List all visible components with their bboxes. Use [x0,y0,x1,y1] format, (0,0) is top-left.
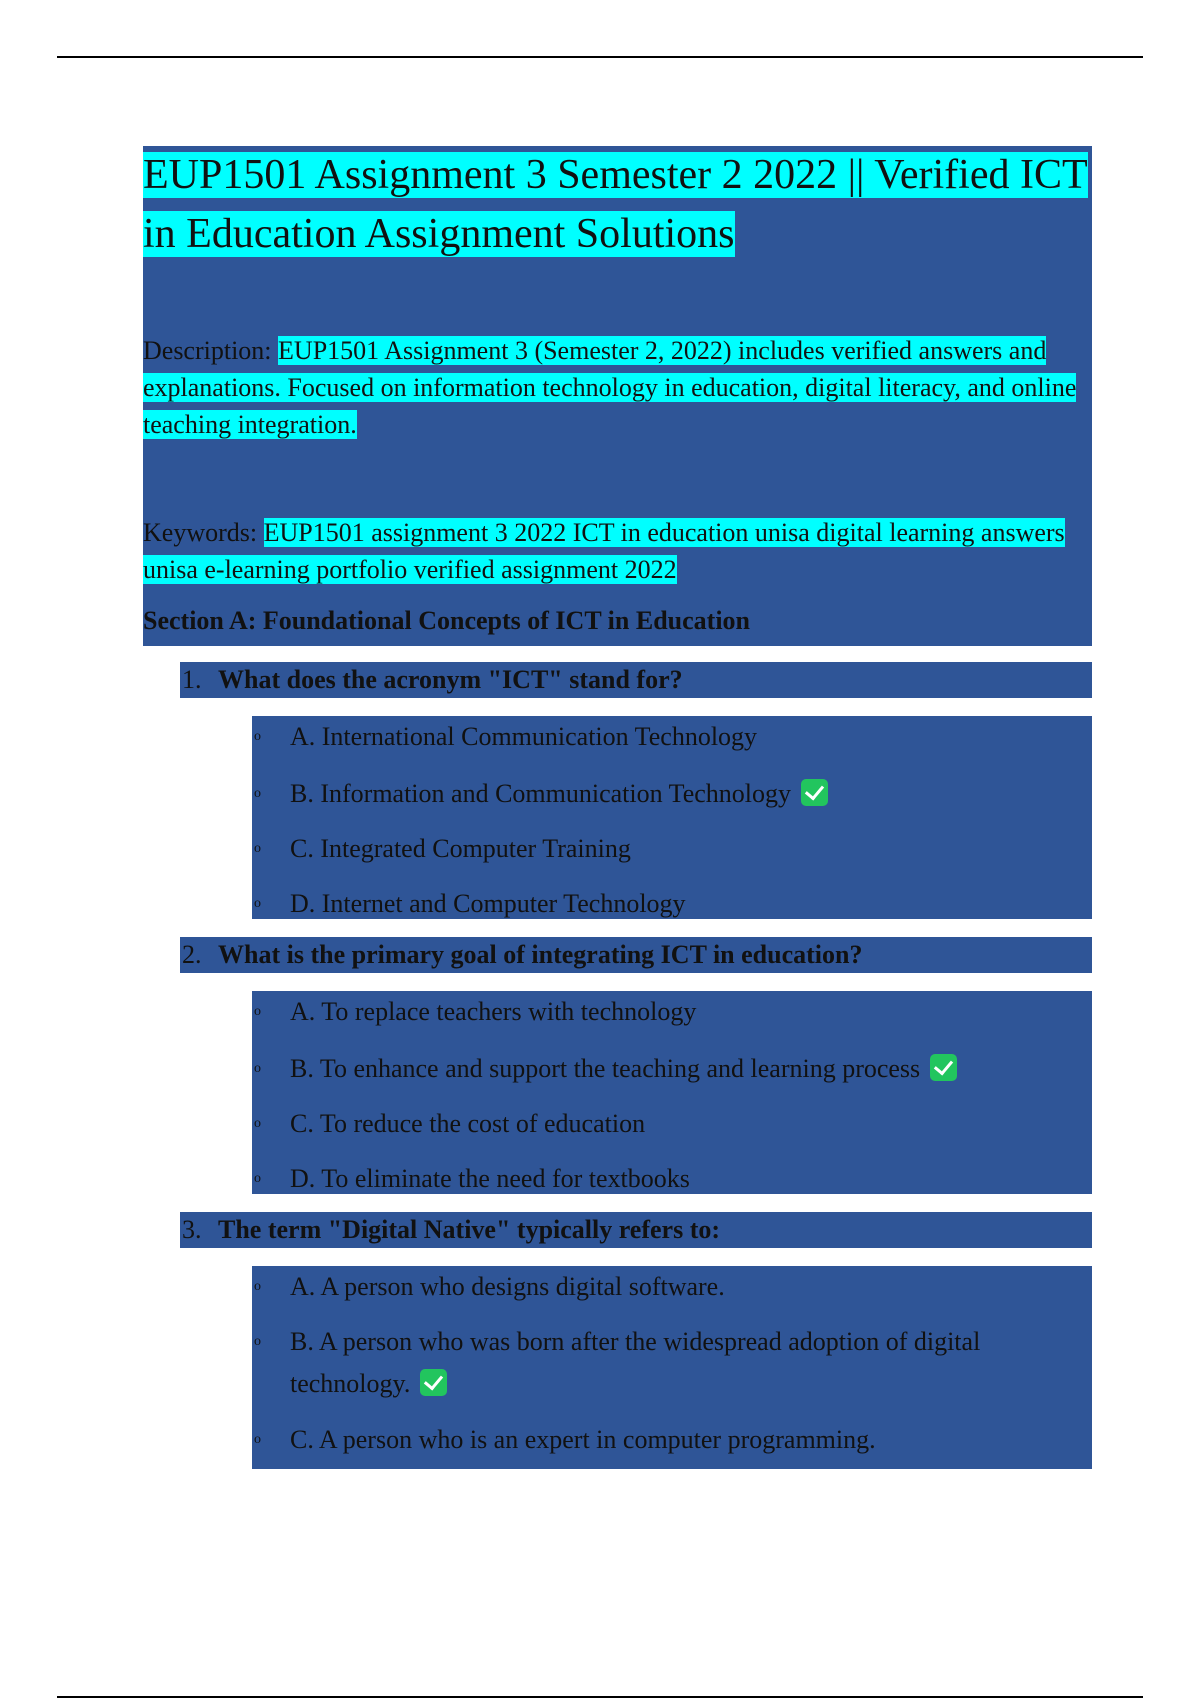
question-2 [180,937,1092,973]
bullet-marker: o [254,841,261,856]
keywords [143,514,1092,588]
option-text: C. Integrated Computer Training [290,834,631,863]
question-1-options [252,716,1092,919]
section-title: Section A: Foundational Concepts of ICT in Education [143,606,751,635]
question-3-options [252,1266,1092,1469]
option-text: A. International Communication Technology [290,722,758,751]
option-text: B. Information and Communication Technology [290,779,792,808]
document-title: EUP1501 Assignment 3 Semester 2 2022 || Verified ICT in Education Assignment Solutions [143,152,1088,257]
document-header [143,146,1092,646]
bullet-marker: o [254,1004,261,1019]
bullet-marker: o [254,786,261,801]
bullet-marker: o [254,1334,261,1349]
bullet-marker: o [254,729,261,744]
question-text: What does the acronym "ICT" stand for? [218,665,683,694]
question-2-options [252,991,1092,1194]
question-text: The term "Digital Native" typically refers to: [218,1215,721,1244]
bullet-marker: o [254,1116,261,1131]
checkmark-icon [801,779,828,806]
keywords-label: Keywords: [143,518,264,547]
option-text: B. To enhance and support the teaching and learning process [290,1054,921,1083]
bottom-rule [57,1696,1143,1698]
option-text: A. To replace teachers with technology [290,997,697,1026]
bullet-marker: o [254,896,261,911]
option-text: C. A person who is an expert in computer programming. [290,1425,876,1454]
option-text: D. Internet and Computer Technology [290,889,686,918]
option-text: B. A person who was born after the widespread adoption of digital technology. [290,1327,981,1398]
checkmark-icon [420,1369,447,1396]
keywords-text: EUP1501 assignment 3 2022 ICT in education unisa digital learning answers unisa e-learning portfolio verified assignment 2022 [143,518,1065,584]
option-text: D. To eliminate the need for textbooks [290,1164,690,1193]
top-rule [57,56,1143,58]
description-text: EUP1501 Assignment 3 (Semester 2, 2022) includes verified answers and explanations. Focused on information technology in education, digital literacy, and online teaching integration. [143,336,1077,439]
question-number: 1. [182,665,202,694]
question-3 [180,1212,1092,1248]
option-text: A. A person who designs digital software. [290,1272,725,1301]
bullet-marker: o [254,1061,261,1076]
checkmark-icon [930,1054,957,1081]
bullet-marker: o [254,1279,261,1294]
question-text: What is the primary goal of integrating ICT in education? [218,940,863,969]
question-1 [180,662,1092,698]
option-text: C. To reduce the cost of education [290,1109,646,1138]
question-number: 2. [182,940,202,969]
bullet-marker: o [254,1432,261,1447]
question-number: 3. [182,1215,202,1244]
description-label: Description: [143,336,279,365]
description [143,332,1092,443]
bullet-marker: o [254,1171,261,1186]
